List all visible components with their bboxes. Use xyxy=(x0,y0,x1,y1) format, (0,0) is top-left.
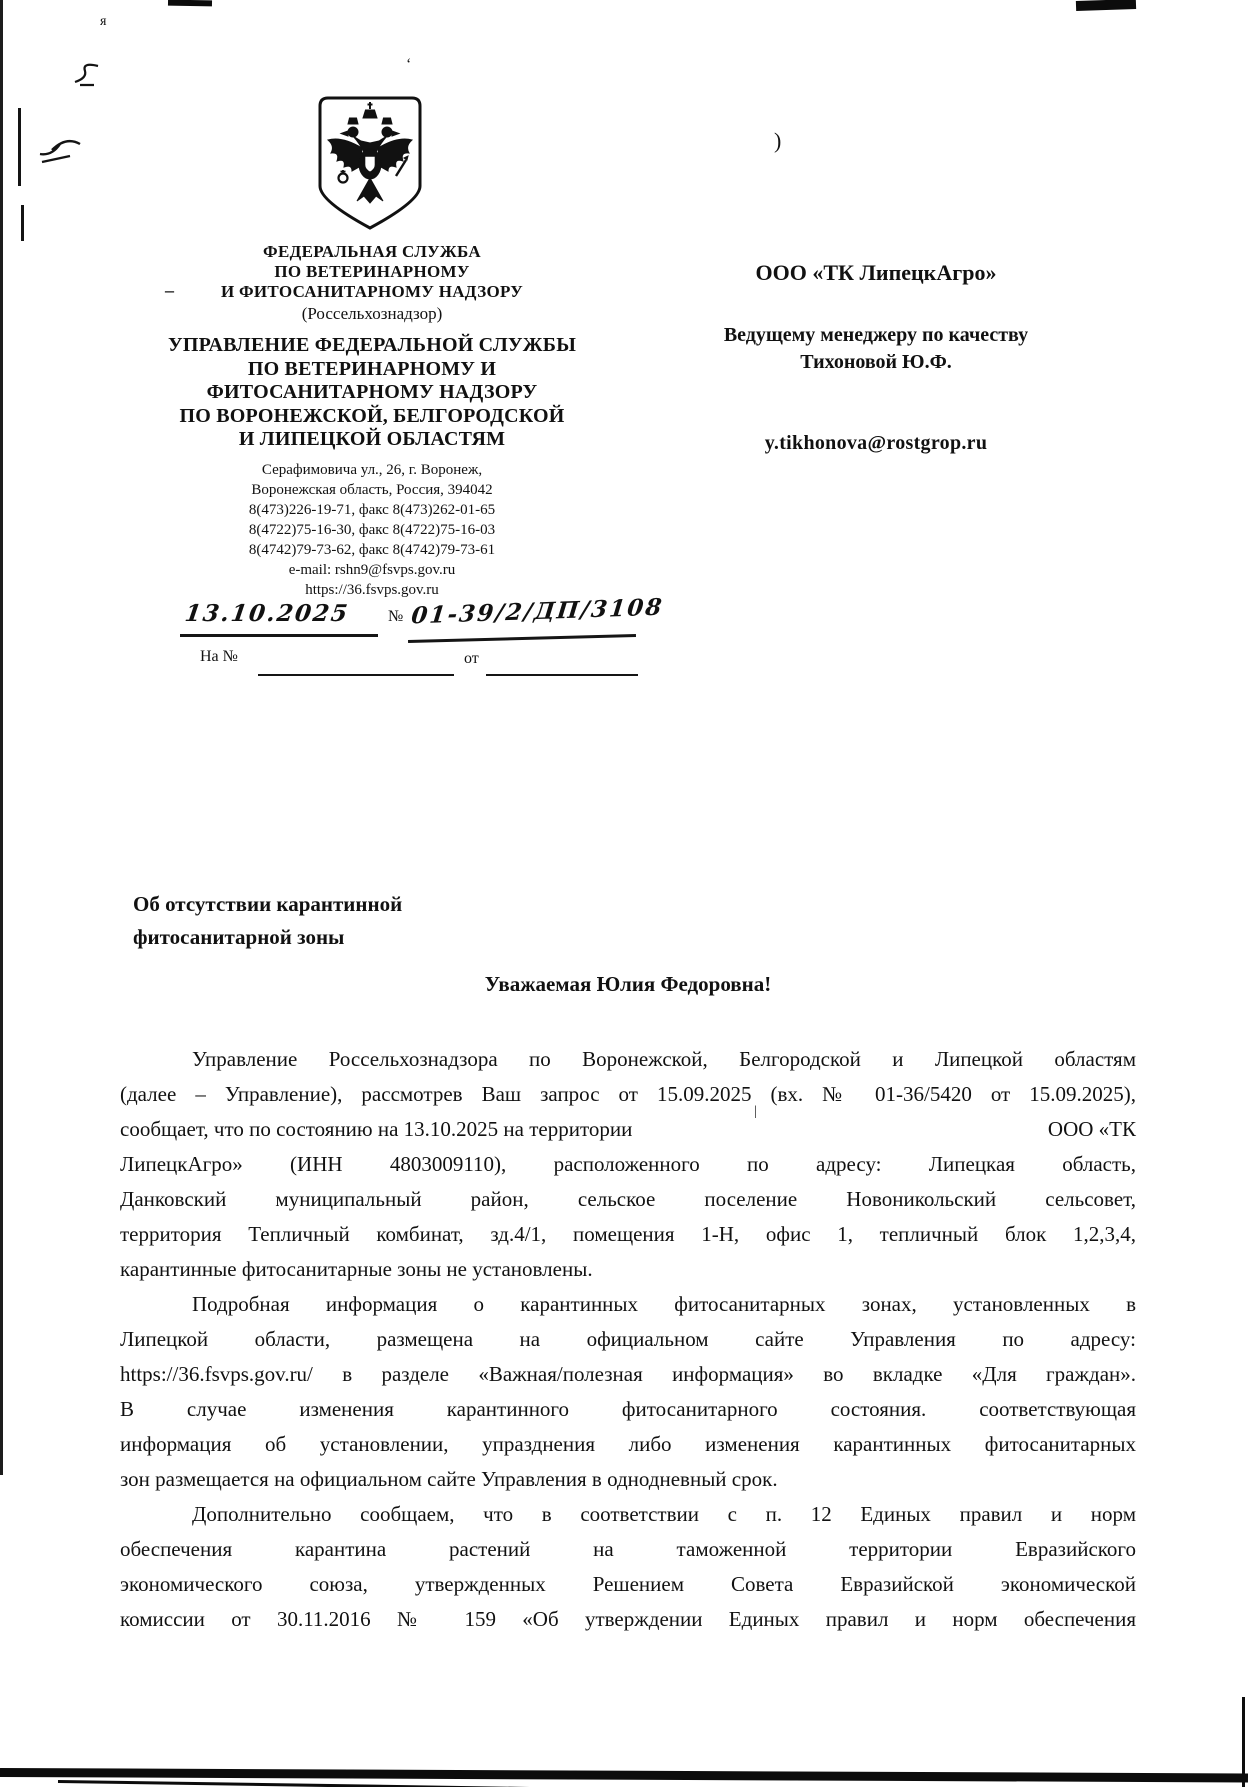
federal-service-line: И ФИТОСАНИТАРНОМУ НАДЗОРУ xyxy=(220,282,524,301)
sender-letterhead xyxy=(128,242,616,600)
letter-body xyxy=(120,1042,1136,1637)
number-underline xyxy=(408,634,636,642)
scan-tick-artifact xyxy=(21,205,24,241)
recipient-company: ООО «ТК ЛипецкАгро» xyxy=(755,260,997,285)
reply-to-number-label: На № xyxy=(200,648,238,665)
body-line: обеспечения карантина растений на таможенной территории Евразийского xyxy=(120,1537,1136,1561)
sender-email-line: e-mail: rshn9@fsvps.gov.ru xyxy=(288,561,456,578)
federal-service-line: ФЕДЕРАЛЬНАЯ СЛУЖБА xyxy=(263,242,481,261)
stray-tick-artifact: | xyxy=(754,1104,757,1119)
stray-dash-artifact: – xyxy=(165,280,174,300)
salutation: Уважаемая Юлия Федоровна! xyxy=(484,972,772,996)
handwritten-outgoing-number: 01-39/2/ДП/3108 xyxy=(410,593,665,630)
stray-paren-artifact: ) xyxy=(774,128,782,153)
sender-phone-line: 8(4742)79-73-62, факс 8(4742)79-73-61 xyxy=(248,541,496,558)
department-line: ПО ВЕТЕРИНАРНОМУ И xyxy=(247,357,497,380)
sender-address-line: Серафимовича ул., 26, г. Воронеж, xyxy=(261,461,483,478)
sender-contact-block xyxy=(128,460,616,600)
subject-line: Об отсутствии карантинной xyxy=(133,892,403,916)
scan-speck xyxy=(1076,0,1136,11)
body-line: Липецкой области, размещена на официальном сайте Управления по адресу: xyxy=(120,1327,1136,1351)
scan-tick-artifact xyxy=(18,108,21,186)
body-line: зон размещается на официальном сайте Управления в однодневный срок. xyxy=(120,1467,778,1491)
body-line: Управление Россельхознадзора по Воронежской, Белгородской и Липецкой областям xyxy=(192,1047,1136,1071)
body-line: В случае изменения карантинного фитосанитарного состояния. соответствующая xyxy=(120,1397,1136,1421)
body-line: комиссии от 30.11.2016 № 159 «Об утверждении Единых правил и норм обеспечения xyxy=(120,1607,1136,1631)
department-line: УПРАВЛЕНИЕ ФЕДЕРАЛЬНОЙ СЛУЖБЫ xyxy=(167,334,577,356)
reply-date-blank-line xyxy=(486,674,638,676)
sender-website-line: https://36.fsvps.gov.ru xyxy=(305,581,439,598)
russian-coat-of-arms-emblem xyxy=(314,94,426,234)
body-line: https://36.fsvps.gov.ru/ в разделе «Важная/полезная информация» во вкладке «Для граждан». xyxy=(120,1362,1136,1386)
department-line: ПО ВОРОНЕЖСКОЙ, БЕЛГОРОДСКОЙ xyxy=(179,404,565,427)
body-line: Данковский муниципальный район, сельское поселение Новоникольский сельсовет, xyxy=(120,1187,1136,1211)
sender-address-line: Воронежская область, Россия, 394042 xyxy=(251,481,493,498)
scan-speck xyxy=(168,0,212,6)
body-line: территория Тепличный комбинат, зд.4/1, помещения 1-Н, офис 1, тепличный блок 1,2,3,4, xyxy=(120,1222,1136,1246)
reply-from-label: от xyxy=(464,650,479,667)
scan-squiggle-artifact xyxy=(70,60,104,88)
department-line: И ЛИПЕЦКОЙ ОБЛАСТЯМ xyxy=(238,428,506,450)
federal-service-line: ПО ВЕТЕРИНАРНОМУ xyxy=(274,262,470,281)
body-line: (далее – Управление), рассмотрев Ваш запрос от 15.09.2025 (вх. № 01-36/5420 от 15.09.2025), xyxy=(120,1082,1136,1106)
scan-edge-left xyxy=(0,0,3,1475)
stray-mark-glyph: я xyxy=(100,14,107,29)
department-line: ФИТОСАНИТАРНОМУ НАДЗОРУ xyxy=(206,381,538,403)
body-line: Подробная информация о карантинных фитосанитарных зонах, установленных в xyxy=(192,1292,1136,1316)
reference-number-block xyxy=(180,593,700,710)
subject-line: фитосанитарной зоны xyxy=(133,925,345,949)
scan-edge-right xyxy=(1242,1697,1245,1787)
stray-apostrophe-artifact: ‘ xyxy=(406,56,412,73)
recipient-addressee xyxy=(636,322,1116,376)
sender-phone-line: 8(4722)75-16-30, факс 8(4722)75-16-03 xyxy=(248,521,496,538)
recipient-email: y.tikhonova@rostgrop.ru xyxy=(764,432,988,454)
agency-short-name: (Россельхознадзор) xyxy=(301,304,443,323)
recipient-block xyxy=(636,260,1116,455)
body-line: карантинные фитосанитарные зоны не установлены. xyxy=(120,1257,593,1281)
recipient-name: Тихоновой Ю.Ф. xyxy=(800,351,952,373)
handwritten-check-artifact xyxy=(36,132,92,168)
letter-subject xyxy=(133,888,653,954)
recipient-position: Ведущему менеджеру по качеству xyxy=(723,324,1029,346)
body-line: Дополнительно сообщаем, что в соответствии с п. 12 Единых правил и норм xyxy=(192,1502,1136,1526)
scan-line-artifact xyxy=(58,1780,748,1787)
scan-edge-bottom xyxy=(0,1768,1248,1782)
number-sign-label: № xyxy=(388,608,404,625)
handwritten-date: 13.10.2025 xyxy=(183,600,351,627)
date-underline xyxy=(180,634,378,637)
body-line: экономического союза, утвержденных Решением Совета Евразийской экономической xyxy=(120,1572,1136,1596)
body-line: сообщает, что по состоянию на 13.10.2025 на территории ООО «ТК xyxy=(120,1117,1136,1141)
reply-number-blank-line xyxy=(258,674,454,676)
body-line: информация об установлении, упразднения либо изменения карантинных фитосанитарных xyxy=(120,1432,1136,1456)
regional-department-name xyxy=(128,334,616,452)
body-line: ЛипецкАгро» (ИНН 4803009110), расположенного по адресу: Липецкая область, xyxy=(120,1152,1136,1176)
sender-phone-line: 8(473)226-19-71, факс 8(473)262-01-65 xyxy=(248,501,496,518)
